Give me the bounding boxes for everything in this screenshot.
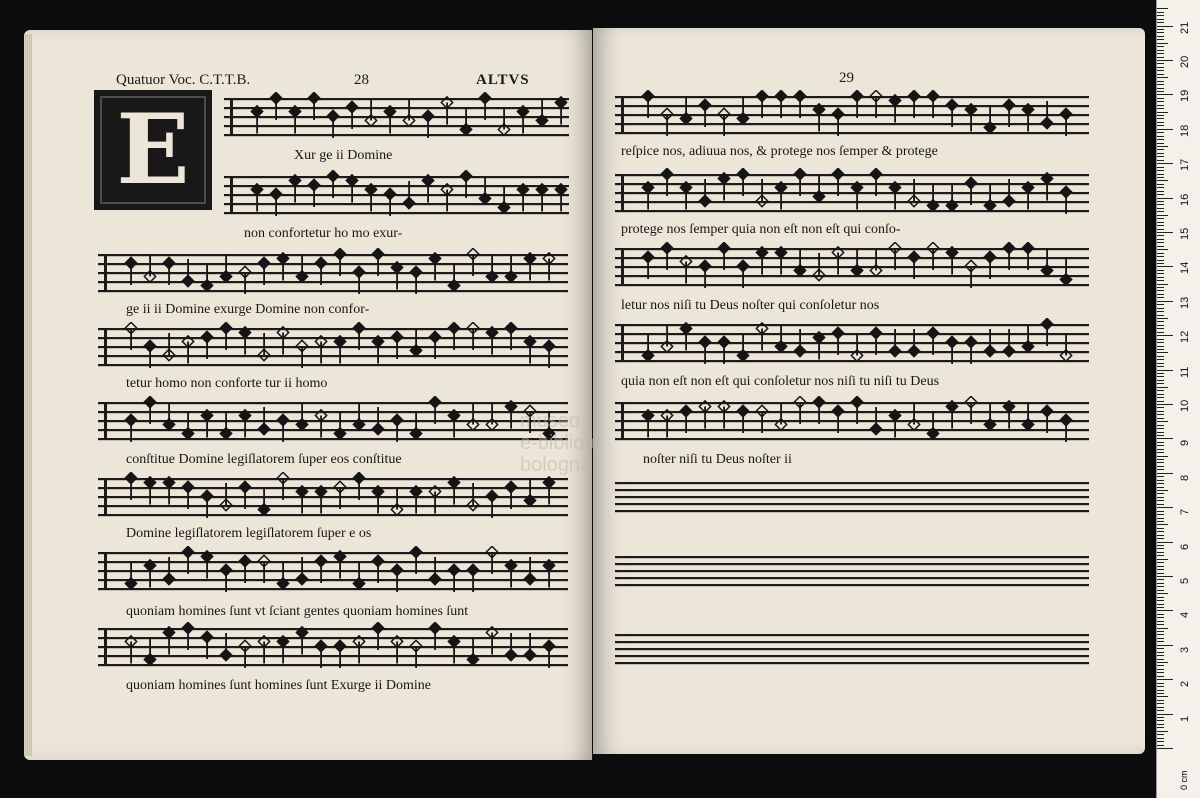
ruler-number: 9: [1179, 440, 1191, 447]
ruler-number: 7: [1179, 509, 1191, 516]
header-voices: Quatuor Voc. C.T.T.B.: [116, 72, 251, 88]
lyric-line: letur nos niſi tu Deus noſter qui conſoletur nos: [621, 298, 880, 313]
ruler-number: 6: [1179, 543, 1191, 550]
ruler-number: 4: [1179, 612, 1191, 619]
ruler-number: 12: [1179, 330, 1191, 344]
initial-letter: E: [116, 93, 190, 206]
lyric-line: noſter niſi tu Deus noſter ii: [643, 452, 792, 467]
lyric-line: Domine legiſlatorem legiſlatorem ſuper e os: [126, 526, 372, 541]
decorated-initial: [94, 90, 212, 210]
lyric-line: protege nos ſemper quia non eſt non eſt qui conſo-: [621, 222, 901, 237]
page-edges: [24, 34, 32, 756]
ruler-number: 16: [1179, 193, 1191, 206]
ruler-number: 15: [1179, 227, 1191, 240]
measuring-ruler: [1156, 0, 1200, 798]
page-number-left: 28: [354, 72, 369, 88]
music-staff: [615, 318, 1089, 368]
left-page: [24, 30, 592, 760]
ruler-number: 20: [1179, 55, 1191, 68]
ruler-number: 14: [1179, 262, 1191, 275]
music-staff: [615, 168, 1089, 218]
music-staff: [98, 396, 568, 446]
ruler-number: 19: [1179, 90, 1191, 103]
ruler-number: 17: [1179, 158, 1191, 172]
ruler-number: 18: [1179, 124, 1191, 137]
music-staff: [224, 170, 569, 220]
lyric-line: quia non eſt non eſt qui conſoletur nos niſi tu niſi tu Deus: [621, 374, 940, 389]
right-page: [593, 28, 1145, 754]
page-number-right: 29: [839, 70, 854, 86]
watermark: museo e-bibliote bologna: [520, 410, 602, 476]
lyric-line: ge ii ii Domine exurge Domine non confor-: [126, 302, 370, 317]
music-staff: [615, 242, 1089, 292]
music-staff: [224, 92, 569, 142]
lyric-line: tetur homo non conforte tur ii homo: [126, 376, 328, 391]
music-staff: [615, 396, 1089, 446]
music-staff: [98, 322, 568, 372]
ruler-number: 10: [1179, 399, 1191, 412]
music-staff: [98, 248, 568, 298]
empty-staff: [615, 476, 1089, 518]
ruler-number: 8: [1179, 474, 1191, 481]
lyric-line: reſpice nos, adiuua nos, & protege nos ſemper & protege: [621, 144, 938, 159]
ruler-unit-label: 0 cm: [1179, 770, 1189, 790]
music-staff: [98, 546, 568, 596]
empty-staff: [615, 628, 1089, 670]
empty-staff: [615, 550, 1089, 592]
music-staff: [615, 90, 1089, 140]
ruler-number: 1: [1179, 715, 1191, 722]
open-book: [18, 30, 1150, 762]
music-staff: [98, 622, 568, 672]
lyric-line: conſtitue Domine legiſlatorem ſuper eos conſtitue: [126, 452, 402, 467]
ruler-number: 13: [1179, 296, 1191, 309]
music-staff: [98, 472, 568, 522]
ruler-number: 21: [1179, 21, 1191, 34]
voice-part-title: ALTVS: [476, 72, 530, 88]
ruler-number: 11: [1179, 366, 1191, 378]
lyric-line: non confortetur ho mo exur-: [244, 226, 403, 241]
ruler-number: 3: [1179, 646, 1191, 653]
lyric-line: quoniam homines ſunt homines ſunt Exurge ii Domine: [126, 678, 431, 693]
lyric-line: quoniam homines ſunt vt ſciant gentes quoniam homines ſunt: [126, 604, 469, 619]
ruler-number: 2: [1179, 681, 1191, 688]
lyric-line: Xur ge ii Domine: [294, 148, 393, 163]
ruler-number: 5: [1179, 577, 1191, 584]
